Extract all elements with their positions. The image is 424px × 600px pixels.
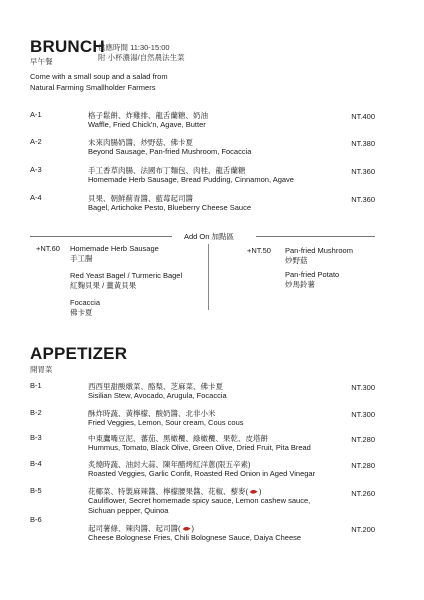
item-name-zh-text-end: ): [259, 487, 262, 496]
item-code: B-6: [30, 515, 42, 524]
addon-item-zh: 炒野菇: [285, 255, 308, 265]
item-name-zh-text: 花椰菜、特製麻辣醬、檸檬腰果醬、花椒、藜麥(: [88, 487, 248, 496]
item-code: B-5: [30, 486, 42, 495]
item-name-en: Cauliflower, Secret homemade spicy sauce, Lemon cashew sauce,: [88, 496, 311, 505]
addon-item: [70, 244, 159, 263]
addon-divider-right: [256, 236, 375, 237]
brunch-hours: [98, 43, 185, 62]
addon-title: Add On 加點區: [184, 232, 235, 241]
addon-item: [70, 298, 100, 317]
appetizer-title: APPETIZER: [30, 344, 128, 363]
item-price: NT.360: [351, 167, 375, 176]
item-code: B-1: [30, 381, 42, 390]
chili-pepper-icon: [182, 526, 191, 532]
brunch-subtitle: 早午餐: [30, 57, 53, 66]
item-code: B-3: [30, 433, 42, 442]
brunch-title: BRUNCH: [30, 37, 105, 56]
addon-column-divider: [208, 244, 209, 310]
item-name-zh: 炙燒時蔬、油封大蒜、陳年醋烤紅洋蔥(限五辛素): [88, 460, 251, 469]
item-code: A-1: [30, 110, 42, 119]
item-name-en: Sisilian Stew, Avocado, Arugula, Focaccia: [88, 391, 227, 400]
item-price: NT.280: [351, 461, 375, 470]
item-name-en-line2: Sichuan pepper, Quinoa: [88, 506, 169, 515]
item-price: NT.400: [351, 112, 375, 121]
addon-divider-left: [30, 236, 172, 237]
chili-pepper-icon: [249, 489, 258, 495]
item-price: NT.360: [351, 195, 375, 204]
item-name-zh-text: 起司薯條、辣肉醬、起司醬(: [88, 524, 181, 533]
item-price: NT.300: [351, 383, 375, 392]
appetizer-subtitle: 開胃菜: [30, 365, 53, 374]
item-name-zh: 貝果、朝鮮薊青醬、藍莓起司醬: [88, 194, 193, 203]
addon-item: [285, 246, 353, 265]
item-price: NT.380: [351, 139, 375, 148]
brunch-intro-line2: Natural Farming Smallholder Farmers: [30, 82, 156, 92]
item-name-en: Homemade Herb Sausage, Bread Pudding, Cinnamon, Agave: [88, 175, 294, 184]
addon-item-en: Red Yeast Bagel / Turmeric Bagel: [70, 271, 183, 280]
item-name-zh: 未來肉腸奶醬、炒野菇、佛卡夏: [88, 138, 193, 147]
addon-right-price: +NT.50: [247, 246, 271, 255]
item-name-zh-text-end: ): [191, 524, 194, 533]
brunch-intro-line1: Come with a small soup and a salad from: [30, 72, 168, 81]
item-code: A-4: [30, 193, 42, 202]
item-name-zh: 手工香草肉腸、法國布丁麵包、肉桂、龍舌蘭糖: [88, 166, 246, 175]
item-name-en: Cheese Bolognese Fries, Chili Bolognese Sauce, Daiya Cheese: [88, 533, 302, 542]
item-price: NT.300: [351, 410, 375, 419]
item-name-zh: 酥炸時蔬、黃檸檬、酸奶醬、北非小米: [88, 409, 216, 418]
addon-item-en: Pan-fried Mushroom: [285, 246, 353, 255]
addon-item: [70, 271, 182, 290]
item-name-en: Bagel, Artichoke Pesto, Blueberry Cheese Sauce: [88, 203, 252, 212]
item-name-zh: 西西里甜酸燉菜、酪梨、芝麻菜、佛卡夏: [88, 382, 223, 391]
brunch-hours-line1: 供應時間 11:30-15:00: [98, 43, 170, 52]
item-name-zh: 中東鷹嘴豆泥、蕃茄、黑橄欖、綠橄欖、果乾、皮塔餅: [88, 434, 268, 443]
addon-item-zh: 手工腸: [70, 253, 93, 263]
item-code: A-3: [30, 165, 42, 174]
item-name-en: Fried Veggies, Lemon, Sour cream, Cous cous: [88, 418, 244, 427]
addon-item-en: Focaccia: [70, 298, 101, 307]
addon-item-zh: 炒馬鈴薯: [285, 279, 315, 289]
item-name-zh: 格子鬆餅、炸雞排、龍舌蘭糖、奶油: [88, 111, 208, 120]
addon-item: [285, 270, 339, 289]
addon-left-price: +NT.60: [36, 244, 60, 253]
addon-item-zh: 紅麴貝果 / 薑黃貝果: [70, 280, 137, 290]
item-price: NT.200: [351, 525, 375, 534]
item-price: NT.260: [351, 489, 375, 498]
item-code: B-2: [30, 408, 42, 417]
item-name-en: Waffle, Fried Chick'n, Agave, Butter: [88, 120, 206, 129]
item-name-en: Beyond Sausage, Pan-fried Mushroom, Focaccia: [88, 147, 252, 156]
addon-item-zh: 佛卡夏: [70, 307, 93, 317]
item-name-en: Roasted Veggies, Garlic Confit, Roasted Red Onion in Aged Vinegar: [88, 469, 316, 478]
brunch-intro: [30, 72, 168, 93]
brunch-hours-line2: 附 小杯濃湯/自然農法生菜: [98, 52, 185, 62]
item-name-en: Hummus, Tomato, Black Olive, Green Olive, Dried Fruit, Pita Bread: [88, 443, 311, 452]
item-price: NT.280: [351, 435, 375, 444]
item-code: A-2: [30, 137, 42, 146]
addon-item-en: Homemade Herb Sausage: [70, 244, 159, 253]
addon-item-en: Pan-fried Potato: [285, 270, 340, 279]
item-code: B-4: [30, 459, 42, 468]
